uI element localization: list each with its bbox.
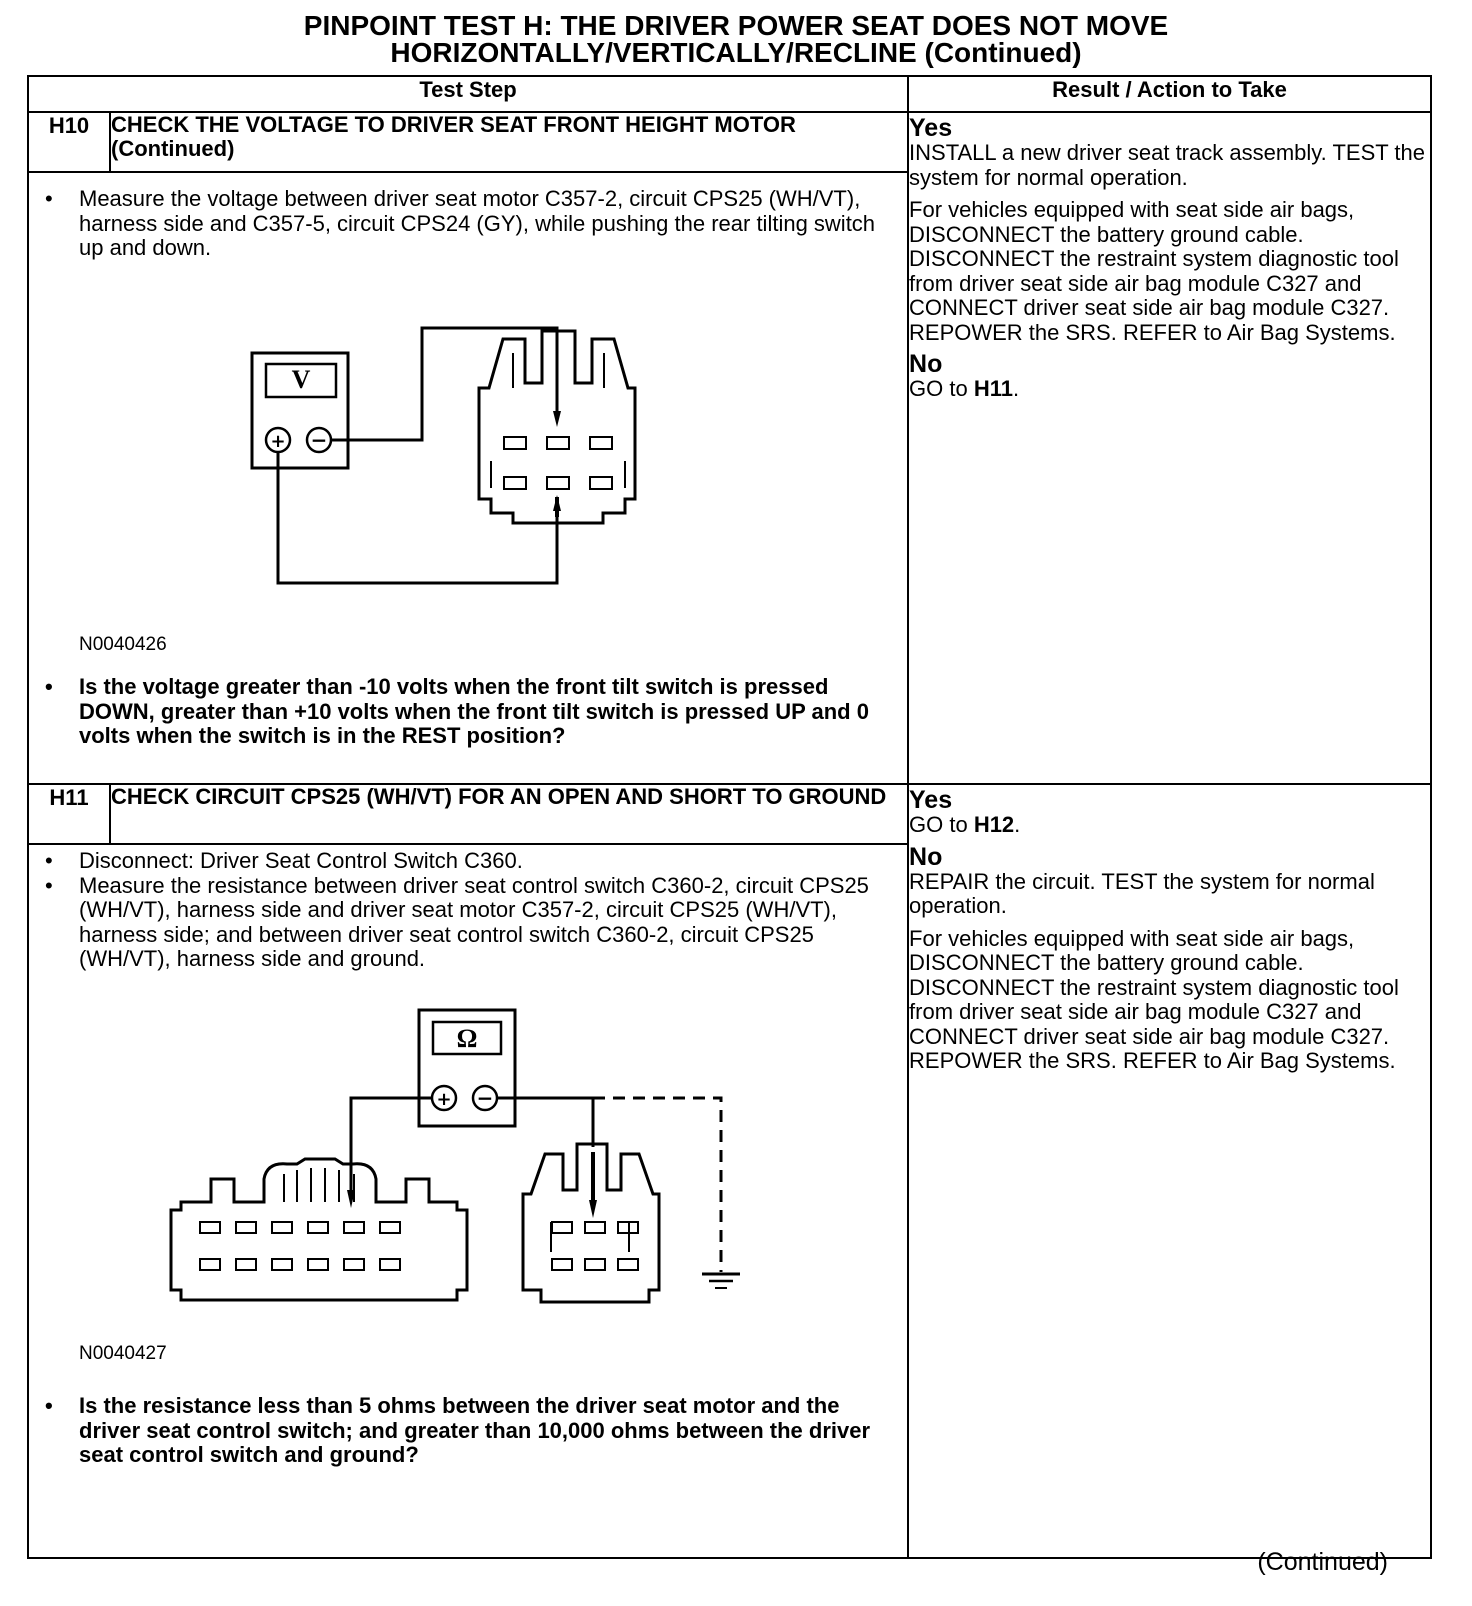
no-text-h10-prefix: GO to [909, 376, 974, 401]
voltmeter-symbol: V [291, 364, 311, 394]
voltmeter-diagram-h10 [29, 261, 909, 633]
ohmmeter-symbol: Ω [456, 1023, 478, 1053]
instruction-h10-1: • Measure the voltage between driver seat motor C357-2, circuit CPS25 (WH/VT), harness side and C357-5, circuit CPS24 (GY), while pushing the rear tilting switch up and down. [29, 187, 907, 261]
yes-text-h11 [909, 813, 1430, 838]
lead-negative-to-motor [497, 1098, 593, 1147]
no-text-h10 [909, 377, 1430, 402]
step-heading-h10: CHECK THE VOLTAGE TO DRIVER SEAT FRONT HEIGHT MOTOR (Continued) [110, 112, 908, 172]
svg-text:+: + [436, 1088, 452, 1110]
step-heading-h11: CHECK CIRCUIT CPS25 (WH/VT) FOR AN OPEN AND SHORT TO GROUND [110, 784, 908, 844]
no-text-h10-suffix: . [1012, 376, 1020, 401]
yes-target-h11: H12 [973, 812, 1015, 837]
step-body-h10 [28, 172, 908, 784]
yes-text-h10-1: INSTALL a new driver seat track assembly. TEST the system for normal operation. [909, 140, 1425, 190]
no-label-h10: No [909, 350, 943, 378]
no-label-h11: No [909, 842, 943, 871]
step-body-h11 [28, 844, 908, 1558]
svg-text:+: + [270, 430, 286, 452]
continued-footer: (Continued) [1257, 1548, 1388, 1576]
result-cell-h11 [908, 784, 1431, 1558]
column-header-test-step: Test Step [28, 76, 908, 112]
no-target-h10: H11 [973, 376, 1013, 401]
result-cell-h10 [908, 112, 1431, 784]
svg-text:−: − [310, 427, 328, 452]
pinpoint-test-table [27, 75, 1432, 1559]
yes-label-h10: Yes [909, 114, 953, 142]
no-text-h11-1: REPAIR the circuit. TEST the system for normal operation. [909, 868, 1375, 918]
yes-text-h11-suffix: . [1014, 812, 1021, 837]
svg-text:−: − [476, 1085, 494, 1110]
instruction-h11-1: • Disconnect: Driver Seat Control Switch C360. [29, 849, 907, 874]
instruction-h11-2: • Measure the resistance between driver seat control switch C360-2, circuit CPS25 (WH/VT), harness side and driver seat motor C357-2, circuit CPS25 (WH/VT), harness side; and between driver seat control switch C360-2, circuit CPS25 (WH/VT), harness side and ground. [29, 874, 907, 972]
yes-text-h10-2: For vehicles equipped with seat side air bags, DISCONNECT the battery ground cable. DISCONNECT the restraint system diagnostic tool from driver seat side air bag module C327 and CONNECT driver seat side air bag module C327. REPOWER the SRS. REFER to Air Bag Systems. [909, 197, 1399, 345]
title-line-1: PINPOINT TEST H: THE DRIVER POWER SEAT DOES NOT MOVE [303, 10, 1169, 41]
step-id-h10: H10 [28, 112, 110, 172]
ohmmeter-diagram-h11 [29, 972, 909, 1342]
question-h10: • Is the voltage greater than -10 volts when the front tilt switch is pressed DOWN, greater than +10 volts when the front tilt switch is pressed UP and 0 volts when the switch is in the REST position? [29, 675, 907, 749]
title-line-2: HORIZONTALLY/VERTICALLY/RECLINE (Continued) [390, 37, 1082, 68]
figure-id-h10: N0040426 [79, 633, 167, 655]
step-id-h11: H11 [28, 784, 110, 844]
question-h11: • Is the resistance less than 5 ohms between the driver seat motor and the driver seat control switch; and greater than 10,000 ohms between the driver seat control switch and ground? [29, 1394, 907, 1468]
yes-text-h11-prefix: GO to [909, 812, 974, 837]
column-header-result: Result / Action to Take [908, 76, 1431, 112]
switch-connector-c360 [171, 1159, 467, 1300]
no-text-h11-2: For vehicles equipped with seat side air bags, DISCONNECT the battery ground cable. DISCONNECT the restraint system diagnostic tool from driver seat side air bag module C327 and CONNECT driver seat side air bag module C327. REPOWER the SRS. REFER to Air Bag Systems. [909, 925, 1399, 1073]
figure-id-h11: N0040427 [79, 1342, 167, 1364]
lead-positive [278, 452, 557, 583]
lead-negative-to-ground [593, 1098, 721, 1272]
yes-label-h11: Yes [909, 786, 953, 814]
page-title [0, 12, 1472, 66]
lead-negative [331, 328, 557, 440]
